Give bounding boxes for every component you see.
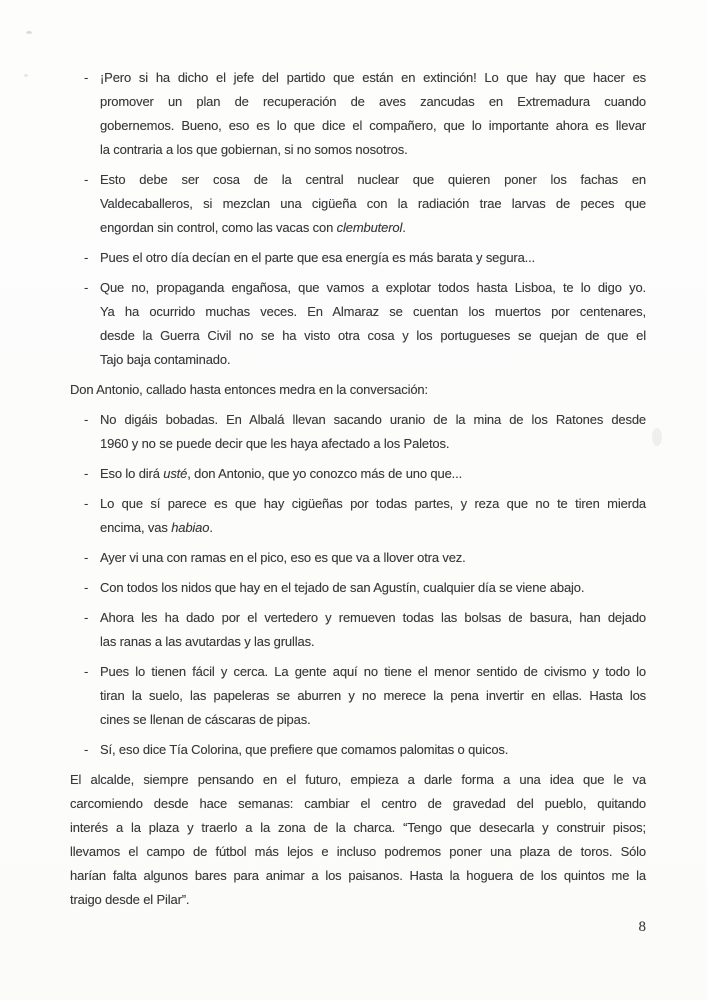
text-line [100,300,646,324]
text-line [100,348,646,372]
text-segment: Pues el otro día decían en el parte que esa energía es más barata y segura... [100,250,536,265]
text-segment: , don Antonio, que yo conozco más de uno que... [187,466,463,481]
text-line [70,378,646,402]
text-line [100,432,646,456]
paragraph [70,768,646,912]
text-line [100,90,646,114]
text-line [100,492,646,516]
text-segment: Ya ha ocurrido muchas veces. En Almaraz se cuentan los muertos por centenares, [100,304,646,319]
bullet-dash: - [84,550,89,565]
text-segment: 1960 y no se puede decir que les haya afectado a los Paletos. [100,436,450,451]
text-line [100,576,646,600]
bullet-item [70,168,646,240]
text-line [100,684,646,708]
bullet-dash: - [84,466,89,481]
bullet-dash: - [84,412,89,427]
text-segment: harían falta algunos bares para animar a los paisanos. Hasta la hoguera de los quintos me la [70,868,646,883]
text-segment: . [209,520,213,535]
text-line [70,840,646,864]
scan-speck-artifact [26,31,32,34]
bullet-dash: - [84,580,89,595]
text-line [100,276,646,300]
text-line [100,630,646,654]
text-segment: promover un plan de recuperación de aves zancudas en Extremadura cuando [100,94,646,109]
text-line [100,246,646,270]
text-segment: engordan sin control, como las vacas con [100,220,337,235]
bullet-item [70,408,646,456]
italic-text: habiao [171,520,210,535]
text-line [100,738,646,762]
text-segment: . [402,220,406,235]
text-line [100,114,646,138]
text-line [100,660,646,684]
bullet-item [70,492,646,540]
text-segment: la contraria a los que gobiernan, si no somos nosotros. [100,142,408,157]
text-segment: Pues lo tienen fácil y cerca. La gente aquí no tiene el menor sentido de civismo y todo lo [100,664,646,679]
text-segment: Valdecaballeros, si mezclan una cigüeña con la radiación trae larvas de peces que [100,196,646,211]
text-line [100,192,646,216]
text-segment: Don Antonio, callado hasta entonces medra en la conversación: [70,382,428,397]
bullet-item [70,606,646,654]
italic-text: usté [163,466,188,481]
text-line [100,216,646,240]
text-line [70,816,646,840]
bullet-item [70,546,646,570]
text-segment: tiran la suelo, las papeleras se aburren y no merece la pena invertir en ellas. Hasta los [100,688,646,703]
text-segment: gobernemos. Bueno, eso es lo que dice el compañero, que lo importante ahora es llevar [100,118,646,133]
text-segment: carcomiendo desde hace semanas: cambiar el centro de gravedad del pueblo, quitando [70,796,646,811]
text-line [100,408,646,432]
text-segment: No digáis bobadas. En Albalá llevan sacando uranio de la mina de los Ratones desde [100,412,646,427]
bullet-dash: - [84,610,89,625]
text-segment: desde la Guerra Civil no se ha visto otra cosa y los portugueses se quejan de que el [100,328,646,343]
document-body [70,66,646,918]
text-segment: Eso lo dirá [100,466,164,481]
text-segment: El alcalde, siempre pensando en el futuro, empieza a darle forma a una idea que le va [70,772,646,787]
bullet-dash: - [84,250,89,265]
text-segment: Sí, eso dice Tía Colorina, que prefiere que comamos palomitas o quicos. [100,742,509,757]
text-line [100,708,646,732]
page-number: 8 [638,919,646,935]
text-segment: Esto debe ser cosa de la central nuclear que quieren poner los fachas en [100,172,646,187]
text-segment: ¡Pero si ha dicho el jefe del partido que están en extinción! Lo que hay que hacer es [100,70,646,85]
paragraph [70,378,646,402]
bullet-dash: - [84,664,89,679]
text-line [70,864,646,888]
bullet-item [70,66,646,162]
text-segment: llevamos el campo de fútbol más lejos e incluso podremos poner una plaza de toros. Sólo [70,844,646,859]
text-line [100,138,646,162]
scan-smudge-artifact [652,428,662,446]
bullet-dash: - [84,496,89,511]
text-line [70,792,646,816]
scan-speck-artifact [24,74,28,77]
bullet-item [70,246,646,270]
text-line [100,546,646,570]
text-segment: encima, vas [100,520,172,535]
text-segment: las ranas a las avutardas y las grullas. [100,634,315,649]
bullet-dash: - [84,172,89,187]
text-segment: Tajo baja contaminado. [100,352,231,367]
text-line [100,462,646,486]
bullet-dash: - [84,70,89,85]
text-segment: Ahora les ha dado por el vertedero y remueven todas las bolsas de basura, han dejado [100,610,646,625]
text-line [100,324,646,348]
text-segment: Lo que sí parece es que hay cigüeñas por todas partes, y reza que no te tiren mierda [100,496,646,511]
text-segment: cines se llenan de cáscaras de pipas. [100,712,311,727]
bullet-item [70,738,646,762]
text-line [70,888,646,912]
text-segment: traigo desde el Pilar”. [70,892,190,907]
text-line [100,168,646,192]
text-line [100,606,646,630]
text-line [100,516,646,540]
text-line [70,768,646,792]
text-segment: interés a la plaza y traerlo a la zona de la charca. “Tengo que desecarla y construir pisos; [70,820,646,835]
text-segment: Que no, propaganda engañosa, que vamos a explotar todos hasta Lisboa, te lo digo yo. [100,280,646,295]
italic-text: clembuterol [336,220,403,235]
bullet-dash: - [84,280,89,295]
bullet-dash: - [84,742,89,757]
text-segment: Con todos los nidos que hay en el tejado de san Agustín, cualquier día se viene abajo. [100,580,585,595]
text-segment: Ayer vi una con ramas en el pico, eso es que va a llover otra vez. [100,550,466,565]
bullet-item [70,576,646,600]
bullet-item [70,660,646,732]
bullet-item [70,462,646,486]
text-line [100,66,646,90]
bullet-item [70,276,646,372]
